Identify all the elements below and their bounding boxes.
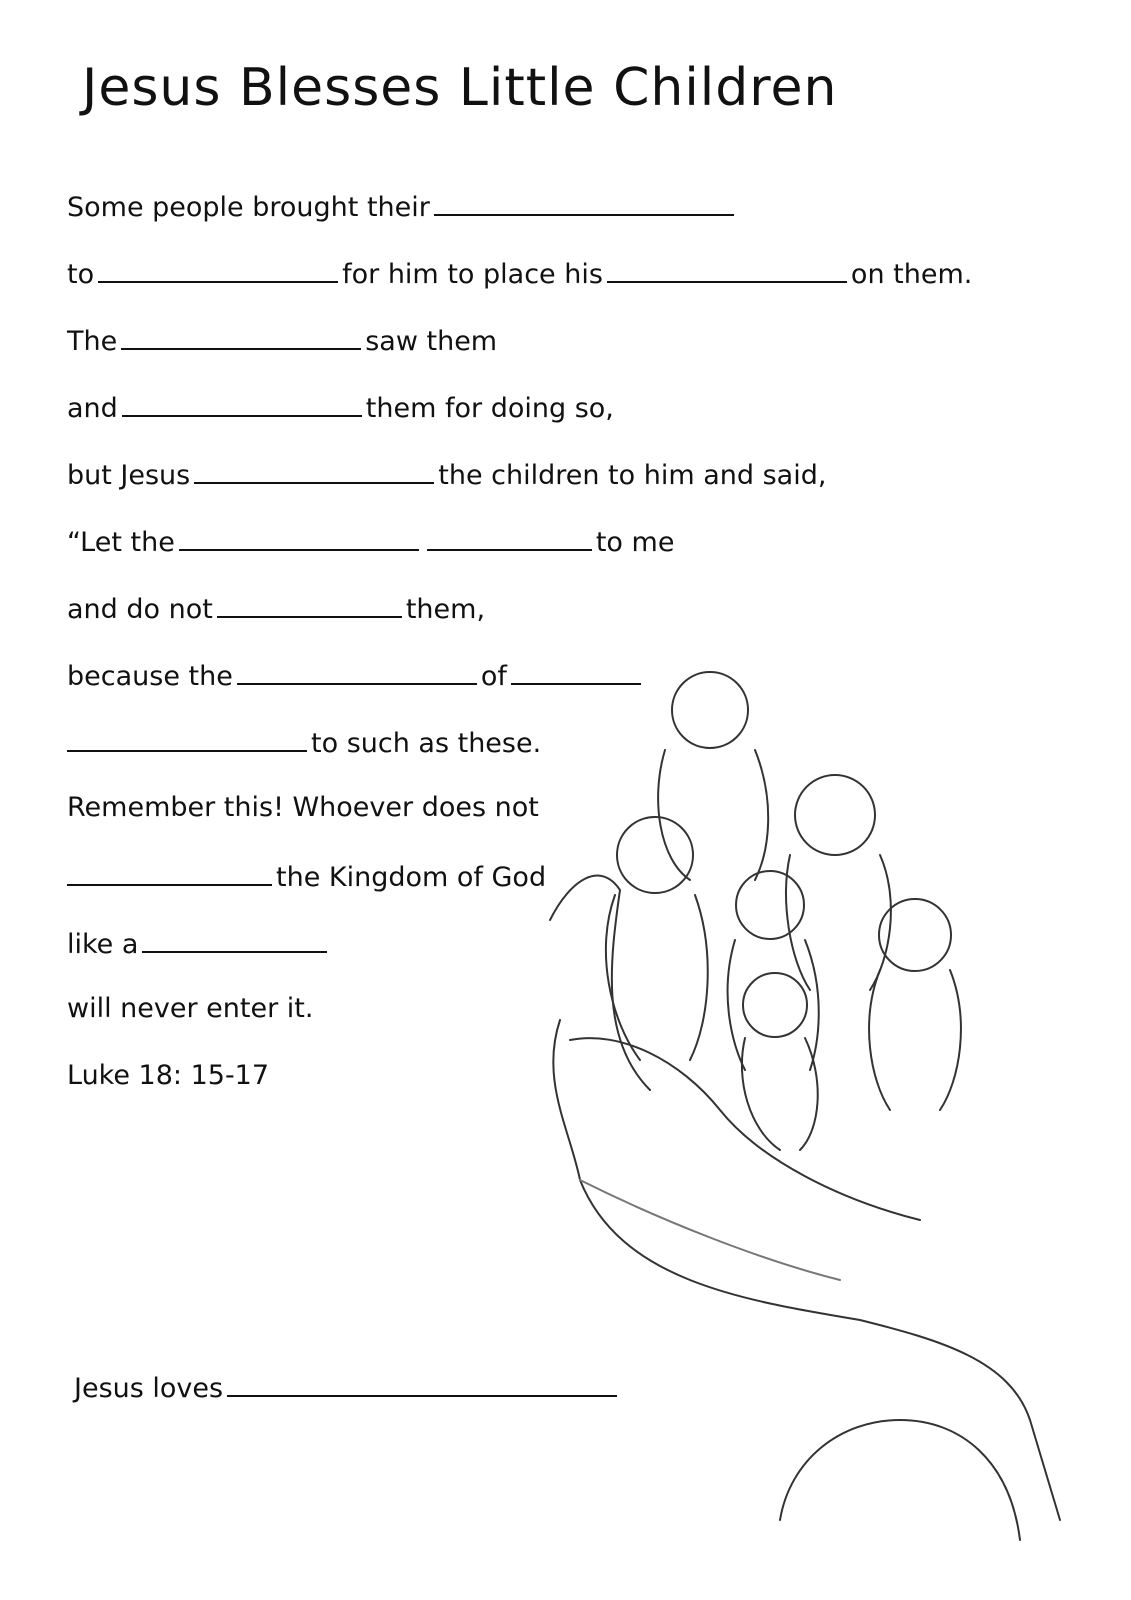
blank-field[interactable] xyxy=(434,188,734,216)
sentence-line-1 xyxy=(67,188,738,225)
sentence-line-7 xyxy=(67,590,485,627)
text: to such as these. xyxy=(311,728,542,759)
text: the children to him and said, xyxy=(438,460,827,491)
text: them for doing so, xyxy=(365,393,614,424)
text: to me xyxy=(595,527,675,558)
sentence-line-6 xyxy=(67,523,674,560)
sentence-line-9 xyxy=(67,724,541,761)
text: the Kingdom of God xyxy=(276,862,547,893)
blank-field[interactable] xyxy=(237,657,477,685)
text: will never enter it. xyxy=(67,993,314,1024)
sentence-line-5 xyxy=(67,456,826,493)
blank-field[interactable] xyxy=(179,523,419,551)
hand-with-children-illustration xyxy=(540,660,1100,1560)
sentence-line-12 xyxy=(67,925,331,962)
blank-field[interactable] xyxy=(121,322,361,350)
text: like a xyxy=(67,929,139,960)
blank-field[interactable] xyxy=(122,389,362,417)
text: but Jesus xyxy=(67,460,191,491)
text: Luke 18: 15-17 xyxy=(67,1060,270,1091)
blank-field[interactable] xyxy=(67,724,307,752)
blank-field[interactable] xyxy=(217,590,402,618)
blank-field[interactable] xyxy=(67,858,272,886)
text: on them. xyxy=(850,259,973,290)
worksheet-title: Jesus Blesses Little Children xyxy=(82,58,838,118)
sentence-line-11 xyxy=(67,858,546,895)
text: Jesus loves xyxy=(74,1373,224,1404)
text: The xyxy=(67,326,118,357)
blank-field[interactable] xyxy=(194,456,434,484)
text: them, xyxy=(405,594,486,625)
text: for him to place his xyxy=(342,259,603,290)
blank-field[interactable] xyxy=(607,255,847,283)
sentence-line-3 xyxy=(67,322,497,359)
sentence-line-10 xyxy=(67,791,539,825)
text: “Let the xyxy=(67,527,175,558)
text: saw them xyxy=(365,326,498,357)
sentence-line-13 xyxy=(67,992,313,1026)
scripture-reference xyxy=(67,1059,269,1093)
text: because the xyxy=(67,661,233,692)
blank-field[interactable] xyxy=(142,925,327,953)
text: Remember this! Whoever does not xyxy=(67,792,539,823)
text: to xyxy=(67,259,95,290)
text: Some people brought their xyxy=(67,192,430,223)
blank-field[interactable] xyxy=(98,255,338,283)
sentence-line-2 xyxy=(67,255,972,292)
text: and xyxy=(67,393,118,424)
text: and do not xyxy=(67,594,213,625)
sentence-line-4 xyxy=(67,389,614,426)
text: of xyxy=(480,661,507,692)
blank-field[interactable] xyxy=(427,523,592,551)
